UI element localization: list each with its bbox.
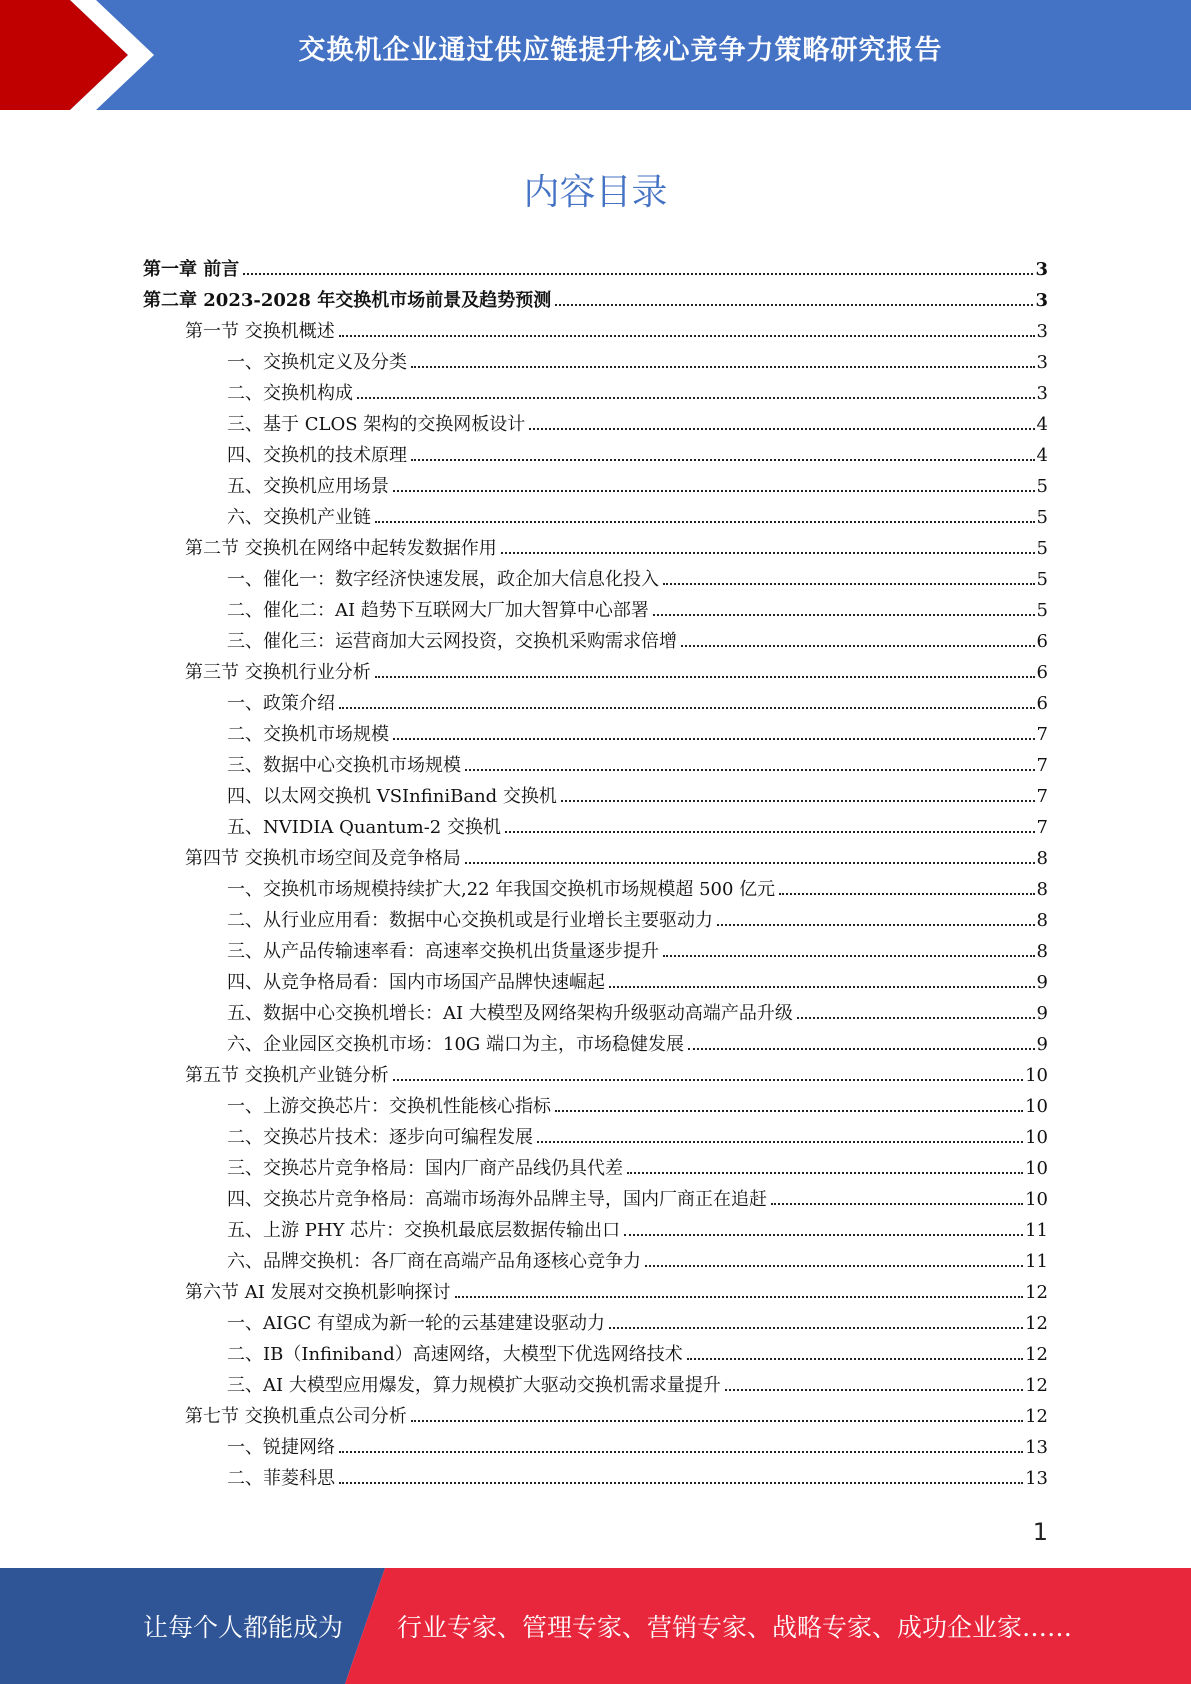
toc-entry-title: 四、以太网交换机 VSInfiniBand 交换机 [227,786,557,807]
page-number: 1 [1032,1518,1048,1546]
toc-entry-title: 六、交换机产业链 [227,507,371,528]
toc-entry[interactable] [227,1308,1048,1339]
toc-entry-title: 一、交换机市场规模持续扩大,22 年我国交换机市场规模超 500 亿元 [227,879,776,900]
toc-entry-page: 8 [1036,910,1048,931]
toc-entry[interactable] [227,626,1048,657]
toc-entry-page: 13 [1025,1437,1048,1458]
toc-entry-page: 3 [1035,290,1048,311]
toc-entry[interactable] [227,347,1048,378]
toc-entry-page: 12 [1025,1375,1048,1396]
toc-entry-page: 10 [1025,1158,1048,1179]
toc-entry-page: 11 [1025,1220,1048,1241]
toc-leader-dots [663,955,1035,957]
toc-entry-page: 7 [1036,755,1048,776]
toc-entry-title: 六、品牌交换机：各厂商在高端产品角逐核心竞争力 [227,1251,641,1272]
toc-leader-dots [688,1048,1035,1050]
toc-entry[interactable] [227,409,1048,440]
toc-entry-title: 二、交换芯片技术：逐步向可编程发展 [227,1127,533,1148]
toc-entry[interactable] [227,998,1048,1029]
toc-entry-page: 12 [1025,1344,1048,1365]
toc-entry-page: 5 [1036,600,1048,621]
toc-leader-dots [663,583,1035,585]
toc-leader-dots [501,552,1035,554]
page-header [0,0,1191,110]
footer-slogan-right: 行业专家、管理专家、营销专家、战略专家、成功企业家…… [397,1613,1073,1642]
toc-leader-dots [411,459,1035,461]
toc-entry-title: 一、交换机定义及分类 [227,352,407,373]
toc-entry[interactable] [227,378,1048,409]
toc-entry-title: 五、数据中心交换机增长：AI 大模型及网络架构升级驱动高端产品升级 [227,1003,793,1024]
toc-entry[interactable] [227,564,1048,595]
toc-entry[interactable] [227,1122,1048,1153]
toc-entry-page: 9 [1036,972,1048,993]
toc-entry-page: 3 [1036,352,1048,373]
toc-entry[interactable] [185,1401,1048,1432]
toc-entry-page: 5 [1036,507,1048,528]
toc-entry[interactable] [227,1029,1048,1060]
toc-entry[interactable] [227,905,1048,936]
toc-entry-title: 二、菲菱科思 [227,1468,335,1489]
toc-leader-dots [779,893,1034,895]
toc-entry-page: 9 [1036,1003,1048,1024]
toc-leader-dots [339,1482,1023,1484]
toc-entry-title: 四、从竞争格局看：国内市场国产品牌快速崛起 [227,972,605,993]
toc-entry-page: 7 [1036,786,1048,807]
toc-entry[interactable] [227,781,1048,812]
toc-entry-title: 二、交换机市场规模 [227,724,389,745]
toc-entry-page: 10 [1025,1127,1048,1148]
toc-entry-page: 10 [1025,1189,1048,1210]
toc-entry-page: 10 [1025,1065,1048,1086]
toc-leader-dots [717,924,1035,926]
toc-entry-title: 二、IB（Infiniband）高速网络，大模型下优选网络技术 [227,1344,683,1365]
toc-leader-dots [645,1265,1023,1267]
toc-entry-title: 五、交换机应用场景 [227,476,389,497]
page-footer [0,1568,1191,1684]
toc-leader-dots [339,1451,1023,1453]
toc-entry[interactable] [227,750,1048,781]
toc-entry[interactable] [185,657,1048,688]
header-title: 交换机企业通过供应链提升核心竞争力策略研究报告 [298,35,943,66]
toc-leader-dots [797,1017,1035,1019]
toc-entry-title: 一、AIGC 有望成为新一轮的云基建建设驱动力 [227,1313,605,1334]
toc-leader-dots [393,490,1035,492]
toc-entry[interactable] [227,440,1048,471]
toc-entry-page: 11 [1025,1251,1048,1272]
toc-entry[interactable] [227,936,1048,967]
toc-entry-title: 一、政策介绍 [227,693,335,714]
toc-entry[interactable] [227,812,1048,843]
toc-entry-title: 三、数据中心交换机市场规模 [227,755,461,776]
toc-entry-title: 六、企业园区交换机市场：10G 端口为主，市场稳健发展 [227,1034,685,1055]
toc-entry-page: 4 [1036,445,1048,466]
toc-leader-dots [393,1079,1023,1081]
toc-entry-page: 4 [1036,414,1048,435]
toc-leader-dots [529,428,1034,430]
toc-entry-title: 二、催化二：AI 趋势下互联网大厂加大智算中心部署 [227,600,649,621]
toc-leader-dots [505,831,1035,833]
toc-leader-dots [357,397,1035,399]
toc-entry-title: 三、交换芯片竞争格局：国内厂商产品线仍具代差 [227,1158,623,1179]
toc-entry-title: 三、AI 大模型应用爆发，算力规模扩大驱动交换机需求量提升 [227,1375,721,1396]
toc-leader-dots [465,769,1035,771]
toc-entry[interactable] [185,316,1048,347]
toc-entry[interactable] [227,1370,1048,1401]
toc-entry[interactable] [227,1339,1048,1370]
toc-entry-page: 8 [1036,879,1048,900]
toc-entry[interactable] [227,1215,1048,1246]
toc-entry-page: 3 [1036,321,1048,342]
toc-entry-title: 四、交换芯片竞争格局：高端市场海外品牌主导，国内厂商正在追赶 [227,1189,767,1210]
toc-entry-page: 7 [1036,817,1048,838]
toc-leader-dots [537,1141,1023,1143]
toc-entry[interactable] [227,1463,1048,1494]
toc-leader-dots [627,1172,1023,1174]
toc-entry[interactable] [227,967,1048,998]
toc-entry-title: 五、NVIDIA Quantum-2 交换机 [227,817,501,838]
toc-entry-title: 第五节 交换机产业链分析 [185,1065,389,1086]
toc-entry-page: 12 [1025,1406,1048,1427]
toc-entry-title: 第一节 交换机概述 [185,321,335,342]
toc-entry[interactable] [227,1184,1048,1215]
toc-entry-page: 12 [1025,1313,1048,1334]
toc-entry-title: 二、从行业应用看：数据中心交换机或是行业增长主要驱动力 [227,910,713,931]
toc-entry-title: 三、基于 CLOS 架构的交换网板设计 [227,414,526,435]
toc-leader-dots [393,738,1035,740]
toc-entry[interactable] [227,688,1048,719]
toc-entry[interactable] [185,843,1048,874]
toc-entry[interactable] [185,533,1048,564]
toc-entry[interactable] [227,1153,1048,1184]
toc-entry-title: 四、交换机的技术原理 [227,445,407,466]
toc-entry-title: 第一章 前言 [143,259,240,280]
toc-entry-page: 9 [1036,1034,1048,1055]
toc-entry-page: 7 [1036,724,1048,745]
toc-entry-title: 第六节 AI 发展对交换机影响探讨 [185,1282,451,1303]
toc-leader-dots [411,1420,1023,1422]
toc-leader-dots [725,1389,1023,1391]
toc-leader-dots [555,1110,1023,1112]
toc-leader-dots [681,645,1035,647]
toc-entry-title: 第七节 交换机重点公司分析 [185,1406,407,1427]
toc-entry[interactable] [227,1246,1048,1277]
toc-entry-title: 一、锐捷网络 [227,1437,335,1458]
toc-entry-title: 第三节 交换机行业分析 [185,662,371,683]
toc-leader-dots [243,273,1033,275]
toc-entry-title: 五、上游 PHY 芯片：交换机最底层数据传输出口 [227,1220,621,1241]
toc-leader-dots [624,1234,1023,1236]
toc-entry-title: 三、催化三：运营商加大云网投资，交换机采购需求倍增 [227,631,677,652]
toc-leader-dots [771,1203,1023,1205]
toc-entry-page: 8 [1036,848,1048,869]
toc-entry[interactable] [185,1060,1048,1091]
toc-leader-dots [561,800,1035,802]
toc-entry-page: 6 [1036,662,1048,683]
toc-leader-dots [653,614,1035,616]
toc-entry-title: 二、交换机构成 [227,383,353,404]
toc-entry[interactable] [227,719,1048,750]
toc-leader-dots [609,1327,1023,1329]
toc-leader-dots [339,335,1035,337]
toc-leader-dots [609,986,1035,988]
toc-entry[interactable] [227,471,1048,502]
toc-entry[interactable] [227,502,1048,533]
toc-entry-title: 第四节 交换机市场空间及竞争格局 [185,848,461,869]
toc-entry-page: 5 [1036,569,1048,590]
toc-entry-page: 3 [1035,259,1048,280]
toc-leader-dots [465,862,1035,864]
toc-entry-page: 3 [1036,383,1048,404]
toc-entry-page: 10 [1025,1096,1048,1117]
toc-entry-title: 第二节 交换机在网络中起转发数据作用 [185,538,497,559]
footer-slogan-left: 让每个人都能成为 [143,1613,344,1642]
toc-leader-dots [411,366,1035,368]
toc-entry[interactable] [143,254,1048,285]
toc-entry-title: 三、从产品传输速率看：高速率交换机出货量逐步提升 [227,941,659,962]
toc-entry-title: 一、催化一：数字经济快速发展，政企加大信息化投入 [227,569,659,590]
toc-entry-page: 13 [1025,1468,1048,1489]
toc-leader-dots [339,707,1035,709]
toc-entry[interactable] [227,1432,1048,1463]
toc-entry-page: 6 [1036,693,1048,714]
toc-entry-title: 一、上游交换芯片：交换机性能核心指标 [227,1096,551,1117]
toc-entry-title: 第二章 2023-2028 年交换机市场前景及趋势预测 [143,290,552,311]
toc-entry-page: 12 [1025,1282,1048,1303]
toc-entry-page: 8 [1036,941,1048,962]
toc-entry-page: 5 [1036,476,1048,497]
toc-leader-dots [687,1358,1023,1360]
toc-leader-dots [555,304,1033,306]
toc-entry[interactable] [227,595,1048,626]
toc-leader-dots [375,521,1035,523]
toc-entry[interactable] [227,874,1048,905]
toc-title: 内容目录 [523,172,668,213]
toc-entry-page: 5 [1036,538,1048,559]
toc-entry[interactable] [185,1277,1048,1308]
toc-leader-dots [375,676,1035,678]
toc-leader-dots [455,1296,1024,1298]
toc-entry[interactable] [143,285,1048,316]
toc-entry-page: 6 [1036,631,1048,652]
toc-entry[interactable] [227,1091,1048,1122]
